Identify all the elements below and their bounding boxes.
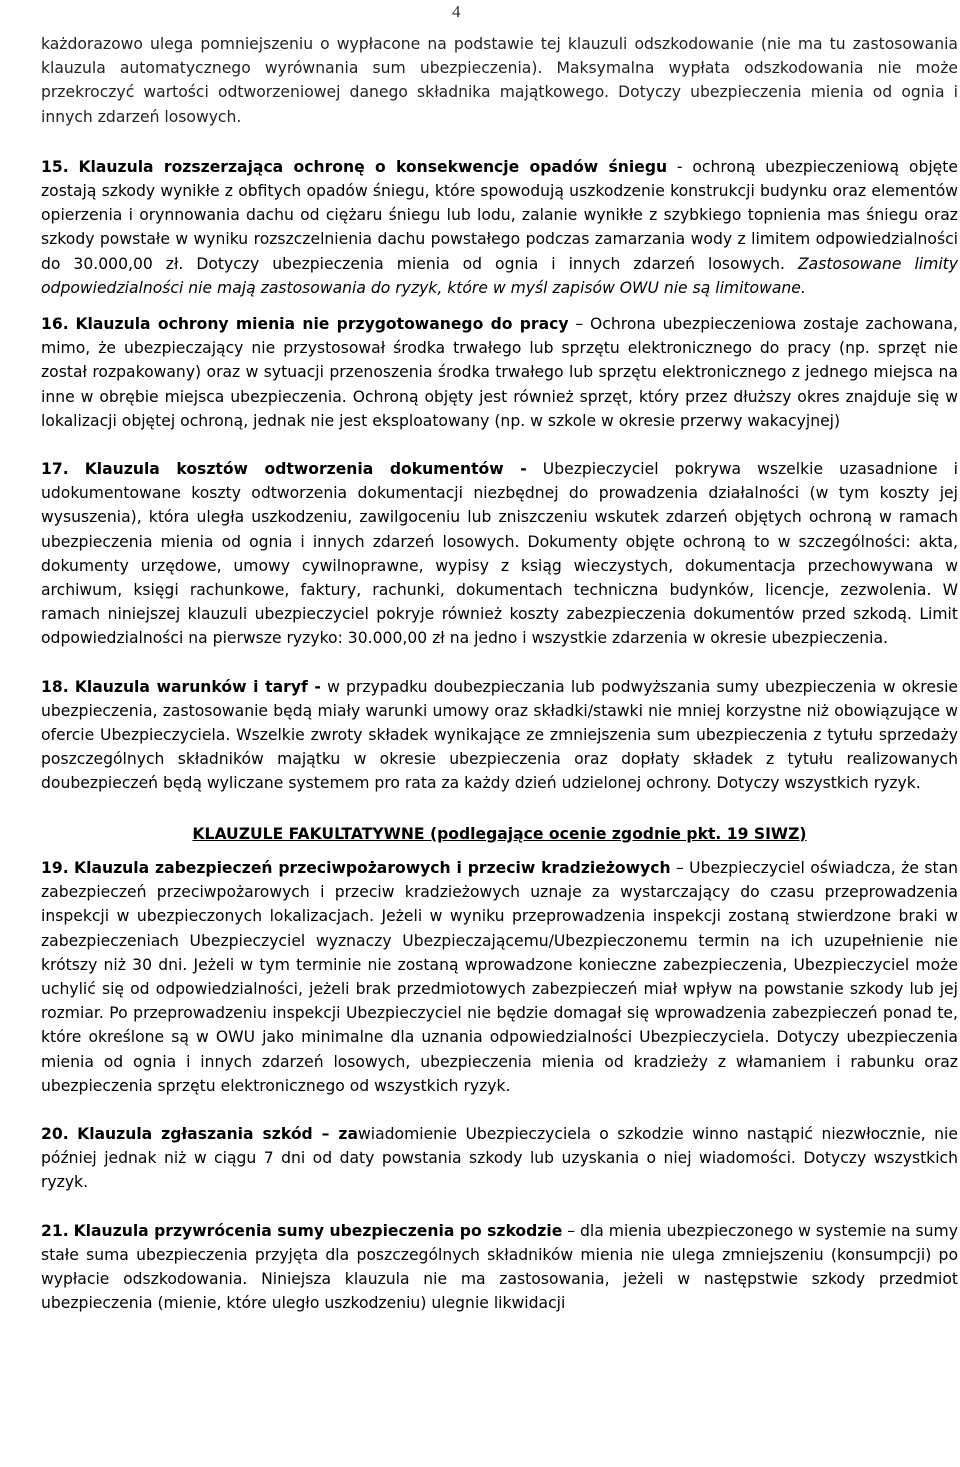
clause-15 xyxy=(41,155,958,300)
clause-body: w przypadku doubezpieczania lub podwyższania sumy ubezpieczenia w okresie ubezpieczenia, zastosowanie będą miały warunki umowy oraz składki/stawki nie mniej korzystne niż obowiązujące w ofercie Ubezpieczyciela. Wszelkie zwroty składek wynikające ze zmniejszenia sum ubezpieczenia z tytułu sprzedaży poszczególnych składników majątku w okresie ubezpieczenia oraz dopłaty składek z tytułu realizowanych doubezpieczeń będą wyliczane systemem pro rata za każdy dzień udzielonej ochrony. Dotyczy wszystkich ryzyk. xyxy=(41,677,959,793)
clause-body: – dla mienia ubezpieczonego w systemie na sumy stałe suma ubezpieczenia przyjęta dla poszczególnych składników mienia nie ulega zmniejszeniu (konsumpcji) po wypłacie odszkodowania. Niniejsza klauzula nie ma zastosowania, jeżeli w następstwie szkody przedmiot ubezpieczenia (mienie, które uległo uszkodzeniu) ulegnie likwidacji xyxy=(41,1221,958,1313)
clause-18 xyxy=(41,675,958,796)
clause-number: 18. xyxy=(41,677,69,696)
clause-title: Klauzula przywrócenia sumy ubezpieczenia po szkodzie xyxy=(73,1221,563,1240)
clause-title: Klauzula warunków i taryf - xyxy=(74,677,321,696)
document-body xyxy=(41,32,958,1315)
clause-body: Ubezpieczyciel pokrywa wszelkie uzasadnione i udokumentowane koszty odtworzenia dokumentacji niezbędnej do prowadzenia działalności (w tym koszty jej wysuszenia), która uległa uszkodzeniu, zawilgoceniu lub zniszczeniu wskutek zdarzeń objętych ochroną w ramach ubezpieczenia mienia od ognia i innych zdarzeń losowych. Dokumenty objęte ochroną to w szczególności: akta, dokumenty urzędowe, umowy cywilnoprawne, wypisy z ksiąg wieczystych, dokumentacja przechowywana w archiwum, księgi rachunkowe, faktury, rachunki, dokumentach techniczna budynków, licencje, zezwolenia. W ramach niniejszej klauzuli ubezpieczyciel pokryje również koszty zabezpieczenia dokumentów przed szkodą. Limit odpowiedzialności na pierwsze ryzyko: 30.000,00 zł na jedno i wszystkie zdarzenia w okresie ubezpieczenia. xyxy=(41,460,958,648)
clause-number: 16. xyxy=(41,315,69,334)
clause-number: 20. xyxy=(41,1124,69,1143)
clause-body: – Ochrona ubezpieczeniowa zostaje zachowana, mimo, że ubezpieczający nie przystosował środka trwałego lub sprzętu elektronicznego do pracy (np. sprzęt nie został rozpakowany) oraz w sytuacji przenoszenia środka trwałego lub sprzętu elektronicznego z jednego miejsca na inne w obrębie miejsca ubezpieczenia. Ochroną objęty jest również sprzęt, który przez dłuższy okres znajduje się w lokalizacji objętej ochroną, jednak nie jest eksploatowany (np. w szkole w okresie przerwy wakacyjnej) xyxy=(41,315,958,430)
section-heading: KLAUZULE FAKULTATYWNE (podlegające ocenie zgodnie pkt. 19 SIWZ) xyxy=(192,824,807,843)
clause-title: Klauzula kosztów odtworzenia dokumentów - xyxy=(84,460,527,479)
clause-title: Klauzula zgłaszania szkód – za xyxy=(77,1124,358,1143)
clause-number: 19. xyxy=(41,858,69,877)
clause-body: - ochroną ubezpieczeniową objęte zostają szkody wynikłe z obfitych opadów śniegu, które spowodują uszkodzenie konstrukcji budynku oraz elementów opierzenia i orynnowania dachu od ciężaru śniegu lub lodu, zalanie wynikłe z szybkiego topnienia mas śniegu oraz szkody powstałe w wyniku rozszczelnienia dachu powstałego podczas zamarzania wody z limitem odpowiedzialności do 30.000,00 zł. Dotyczy ubezpieczenia mienia od ognia i innych zdarzeń losowych. xyxy=(41,157,958,273)
clause-number: 17. xyxy=(41,460,69,479)
clause-body: – Ubezpieczyciel oświadcza, że stan zabezpieczeń przeciwpożarowych i przeciw kradzieżowych uznaje za wystarczający do czasu przeprowadzenia inspekcji w ubezpieczonych lokalizacjach. Jeżeli w wyniku przeprowadzenia inspekcji zostaną stwierdzone braki w zabezpieczeniach Ubezpieczyciel wyznaczy Ubezpieczającemu/Ubezpieczonemu termin na ich uzupełnienie nie krótszy niż 30 dni. Jeżeli w tym terminie nie zostaną wprowadzone konieczne zabezpieczenia, Ubezpieczyciel może uchylić się od odpowiedzialności, jeżeli brak przedmiotowych zabezpieczeń miał wpływ na powstanie szkody lub jej rozmiar. Po przeprowadzeniu inspekcji Ubezpieczyciel nie będzie domagał się wprowadzenia zabezpieczeń ponad te, które określone są w OWU jako minimalne dla uznania odpowiedzialności Ubezpieczyciela. Dotyczy ubezpieczenia mienia od ognia i innych zdarzeń losowych, ubezpieczenia mienia od kradzieży z włamaniem i rabunku oraz ubezpieczenia sprzętu elektronicznego od wszystkich ryzyk. xyxy=(41,858,959,1095)
clause-20 xyxy=(41,1122,958,1195)
clause-19 xyxy=(41,856,958,1098)
clause-number: 15. xyxy=(41,157,69,176)
clause-body: wiadomienie Ubezpieczyciela o szkodzie winno nastąpić niezwłocznie, nie później jednak niż w ciągu 7 dni od daty powstania szkody lub uzyskania o niej wiadomości. Dotyczy wszystkich ryzyk. xyxy=(41,1124,958,1192)
clause-17 xyxy=(41,457,958,651)
clause-16 xyxy=(41,312,958,433)
clause-title: Klauzula zabezpieczeń przeciwpożarowych i przeciw kradzieżowych xyxy=(74,858,671,877)
clause-italic-note: Zastosowane limity odpowiedzialności nie mają zastosowania do ryzyk, które w myśl zapisów OWU nie są limitowane. xyxy=(41,254,958,297)
clause-21 xyxy=(41,1219,958,1316)
intro-paragraph: każdorazowo ulega pomniejszeniu o wypłacone na podstawie tej klauzuli odszkodowanie (nie ma tu zastosowania klauzula automatycznego wyrównania sum ubezpieczenia). Maksymalna wypłata odszkodowania nie może przekroczyć wartości odtworzeniowej danego składnika majątkowego. Dotyczy ubezpieczenia mienia od ognia i innych zdarzeń losowych. xyxy=(41,35,958,126)
page-number: 4 xyxy=(452,2,461,21)
clause-number: 21. xyxy=(41,1221,69,1240)
clause-title: Klauzula ochrony mienia nie przygotowanego do pracy xyxy=(75,315,569,334)
clause-title: Klauzula rozszerzająca ochronę o konsekwencje opadów śniegu xyxy=(78,157,668,176)
